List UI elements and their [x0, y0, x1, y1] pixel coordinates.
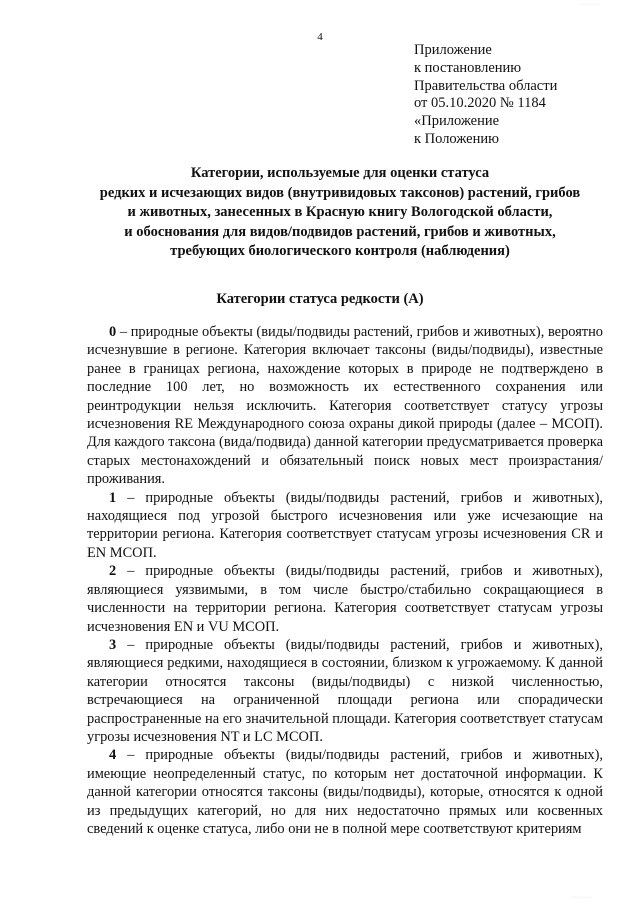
scan-artifact: ······· — [571, 895, 592, 901]
title-line: и обоснования для видов/подвидов растений, грибов и животных, — [124, 223, 556, 240]
appendix-line: Правительства области — [414, 77, 558, 94]
appendix-block — [414, 42, 557, 149]
appendix-line: Приложение — [414, 42, 492, 58]
category-description: – природные объекты (виды/подвиды растений, грибов и животных), являющиеся редкими, находящиеся в состоянии, близком к угрожаемому. К данной категории относятся таксоны (виды/подвиды) с низкой численностью, встречающиеся на ограниченной площади региона или спорадически распространенные на его значительной площади. Категория соответствует статусам угрозы исчезновения NT и LC МСОП. — [87, 636, 603, 745]
category-number: 0 — [109, 324, 117, 340]
category-number: 1 — [109, 489, 117, 506]
section-heading: Категории статуса редкости (А) — [216, 291, 424, 307]
category-description: – природные объекты (виды/подвиды растений, грибов и животных), являющиеся уязвимыми, в том числе быстро/стабильно сокращающиеся в численности на территории региона. Категория соответствует статусам угрозы исчезновения EN и VU МСОП. — [87, 563, 603, 635]
title-line: Категории, используемые для оценки статуса — [190, 165, 490, 181]
category-description: – природные объекты (виды/подвиды растений, грибов и животных), вероятно исчезнувшие в регионе. Категория включает таксоны (виды/подвиды), известные ранее в границах региона, нахождение которых в природе не подтверждено в последние 100 лет, но возможность их естественного сохранения или реинтродукции нельзя исключить. Категория соответствует статусу угрозы исчезновения RE Международного союза охраны дикой природы (далее – МСОП). Для каждого таксона (вида/подвида) данной категории предусматривается проверка старых местонахождений и обязательный поиск новых мест произрастания/проживания. — [87, 324, 603, 488]
category-number: 4 — [109, 747, 117, 764]
document-title — [40, 164, 640, 262]
category-description: – природные объекты (виды/подвиды растений, грибов и животных), находящиеся под угрозой быстрого исчезновения или уже исчезающие на территории региона. Категория соответствует статусам угрозы исчезновения CR и EN МСОП. — [87, 489, 603, 561]
body-text — [87, 323, 603, 838]
category-paragraph — [87, 489, 603, 563]
scan-artifact: ······· — [579, 2, 600, 8]
appendix-line: от 05.10.2020 № 1184 — [414, 95, 546, 112]
category-paragraph — [87, 636, 603, 746]
title-line: и животных, занесенных в Красную книгу Вологодской области, — [127, 204, 553, 220]
title-line: редких и исчезающих видов (внутривидовых таксонов) растений, грибов — [99, 184, 581, 201]
category-number: 3 — [109, 636, 117, 653]
category-description: – природные объекты (виды/подвиды растений, грибов и животных), имеющие неопределенный статус, по которым нет достаточной информации. К данной категории относятся таксоны (виды/подвиды), которые, относятся к одной из предыдущих категорий, но для них недостаточно прямых или косвенных сведений к оценке статуса, либо они не в полной мере соответствуют критериям — [87, 747, 603, 837]
title-line: требующих биологического контроля (наблюдения) — [170, 243, 510, 259]
page-number: 4 — [317, 31, 323, 43]
category-paragraph — [87, 746, 603, 838]
appendix-line: к Положению — [414, 130, 499, 147]
category-paragraph — [87, 562, 603, 636]
category-number: 2 — [109, 563, 117, 580]
appendix-line: к постановлению — [414, 59, 522, 76]
category-paragraph — [87, 323, 603, 489]
appendix-line: «Приложение — [414, 113, 500, 130]
